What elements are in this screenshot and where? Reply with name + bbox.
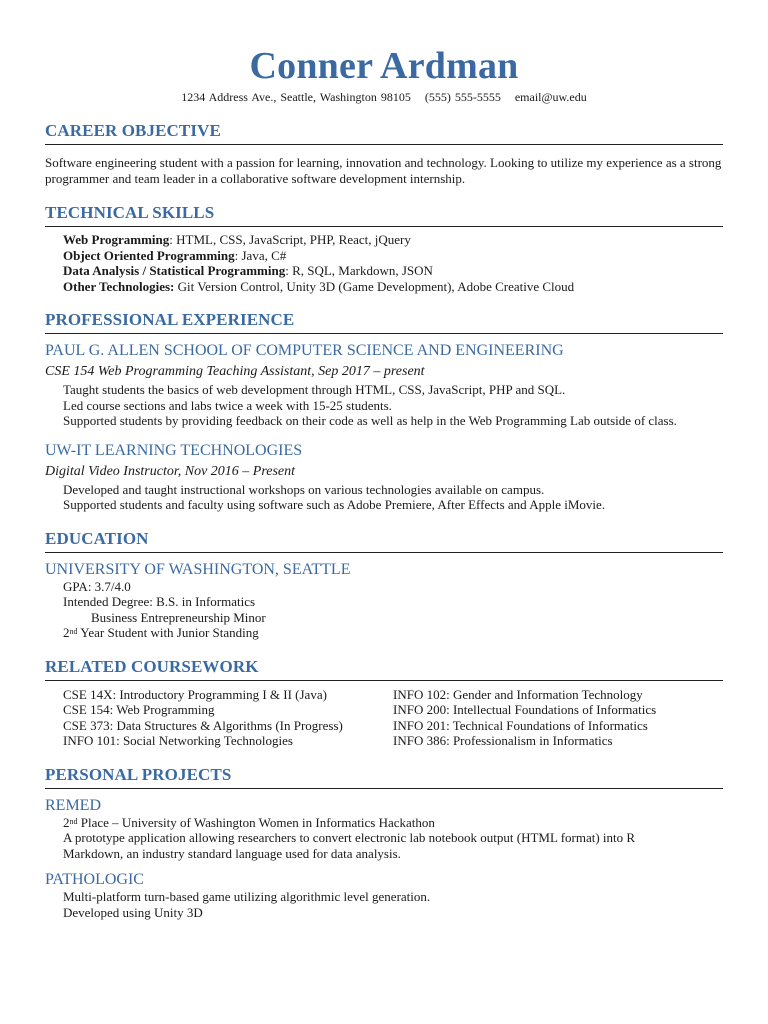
job-bullet: Supported students and faculty using software such as Adobe Premiere, After Effects and Apple iMovie.	[63, 497, 606, 512]
skill-item	[63, 248, 723, 264]
degree: Intended Degree: B.S. in Informatics	[63, 594, 256, 609]
job-bullets	[63, 482, 723, 513]
skill-label: Other Technologies:	[63, 278, 175, 294]
project-name: PATHOLOGIC	[45, 871, 144, 888]
minor: Business Entrepreneurship Minor	[91, 609, 266, 625]
job-org: PAUL G. ALLEN SCHOOL OF COMPUTER SCIENCE AND ENGINEERING	[45, 342, 564, 359]
project-details	[63, 815, 723, 862]
job-bullet: Developed and taught instructional workshops on various technologies available on campus.	[63, 481, 545, 497]
skill-sep: :	[234, 247, 242, 263]
candidate-name: Conner Ardman	[249, 45, 519, 87]
skill-label: Web Programming	[63, 232, 170, 247]
job-org: UW-IT LEARNING TECHNOLOGIES	[45, 441, 303, 459]
job-bullet: Led course sections and labs twice a week with 15-25 students.	[63, 397, 392, 413]
skill-value: Git Version Control, Unity 3D (Game Development), Adobe Creative Cloud	[177, 278, 575, 294]
skill-sep: :	[169, 232, 177, 247]
course-item: INFO 102: Gender and Information Technology	[393, 686, 643, 702]
skill-value: HTML, CSS, JavaScript, PHP, React, jQuery	[176, 232, 411, 247]
skill-item	[63, 232, 723, 248]
project-award	[63, 815, 723, 831]
course-item: INFO 386: Professionalism in Informatics	[393, 733, 613, 748]
coursework-column-right	[393, 687, 723, 749]
place-number: 2	[63, 814, 70, 830]
project-name: REMED	[45, 796, 101, 814]
section-title-skills: TECHNICAL SKILLS	[45, 203, 723, 227]
resume-page	[45, 44, 723, 920]
address: 1234 Address Ave., Seattle, Washington 98105	[181, 90, 411, 104]
skill-item	[63, 263, 723, 279]
skill-item	[63, 279, 723, 295]
phone: (555) 555-5555	[424, 90, 501, 104]
course-item: INFO 201: Technical Foundations of Informatics	[393, 717, 648, 733]
course-item: CSE 154: Web Programming	[63, 702, 215, 717]
education-details	[63, 579, 723, 641]
job-bullet: Supported students by providing feedback on their code as well as help in the Web Programming Lab outside of class.	[63, 413, 677, 428]
year-suffix: nd	[69, 627, 78, 636]
contact-line	[45, 90, 723, 105]
gpa: GPA: 3.7/4.0	[63, 578, 131, 594]
standing	[63, 625, 723, 641]
email: email@uw.edu	[514, 90, 587, 104]
section-title-objective: CAREER OBJECTIVE	[45, 121, 723, 145]
year-number: 2	[63, 625, 70, 640]
place-suffix: nd	[69, 816, 78, 826]
job-bullet: Taught students the basics of web development through HTML, CSS, JavaScript, PHP and SQL.	[63, 382, 566, 397]
project-desc: A prototype application allowing researchers to convert electronic lab notebook output (HTML format) into R	[63, 830, 636, 845]
skill-label: Data Analysis / Statistical Programming	[63, 263, 286, 278]
coursework-column-left	[63, 687, 393, 749]
year-text: Year Student with Junior Standing	[77, 625, 259, 640]
skill-value: R, SQL, Markdown, JSON	[292, 263, 433, 278]
section-title-education: EDUCATION	[45, 529, 723, 553]
coursework-grid	[63, 687, 723, 749]
course-item: CSE 14X: Introductory Programming I & II (Java)	[63, 686, 327, 702]
course-item: INFO 200: Intellectual Foundations of Informatics	[393, 702, 657, 717]
course-item: INFO 101: Social Networking Technologies	[63, 733, 293, 748]
place-text: Place – University of Washington Women in Informatics Hackathon	[77, 814, 435, 830]
project-desc: Markdown, an industry standard language used for data analysis.	[63, 845, 401, 861]
job-bullets	[63, 382, 723, 429]
skill-value: Java, C#	[241, 247, 287, 263]
school-name: UNIVERSITY OF WASHINGTON, SEATTLE	[45, 560, 351, 578]
section-title-projects: PERSONAL PROJECTS	[45, 765, 723, 789]
project-details	[63, 889, 723, 920]
job-role: CSE 154 Web Programming Teaching Assistant, Sep 2017 – present	[45, 364, 425, 379]
project-desc: Multi-platform turn-based game utilizing algorithmic level generation.	[63, 889, 431, 904]
job-role: Digital Video Instructor, Nov 2016 – Present	[45, 463, 296, 479]
project-desc: Developed using Unity 3D	[63, 904, 203, 920]
objective-text: Software engineering student with a passion for learning, innovation and technology. Looking to utilize my experience as a strong programmer and team leader in a collaborative software development internship.	[45, 155, 722, 186]
section-title-experience: PROFESSIONAL EXPERIENCE	[45, 310, 723, 334]
course-item: CSE 373: Data Structures & Algorithms (In Progress)	[63, 717, 343, 733]
skills-list	[63, 232, 723, 294]
skill-label: Object Oriented Programming	[63, 247, 235, 263]
skill-sep: :	[285, 263, 293, 278]
section-title-coursework: RELATED COURSEWORK	[45, 657, 723, 681]
